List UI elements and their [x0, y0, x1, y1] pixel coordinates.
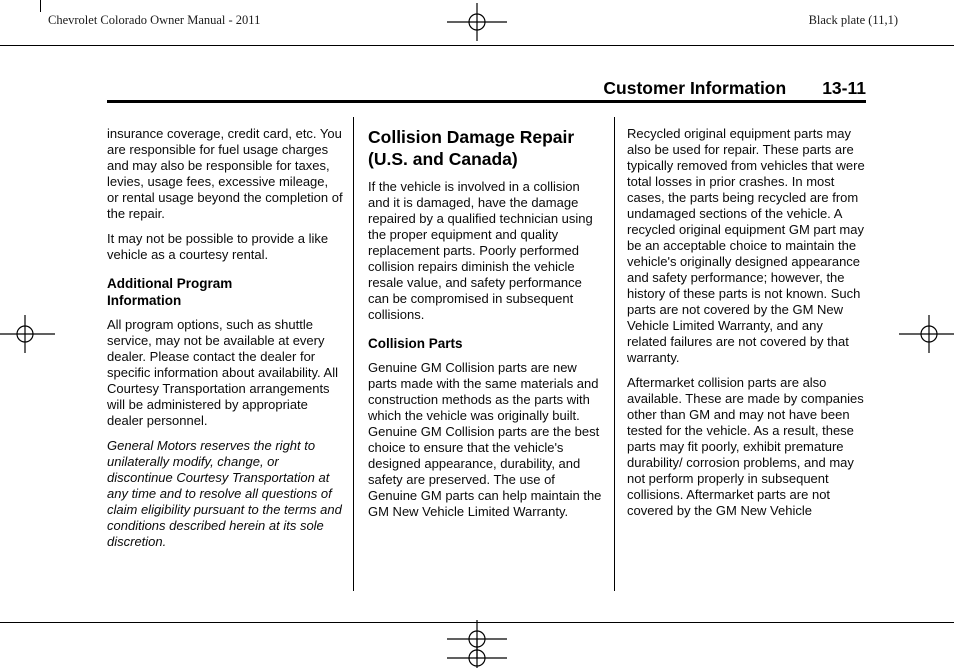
column-middle	[368, 126, 604, 529]
paragraph: insurance coverage, credit card, etc. You are responsible for fuel usage charges and may also be responsible for taxes, levies, usage fees, excessive mileage, or rental usage beyond the completion of the repair.	[107, 126, 343, 221]
paragraph-italic: General Motors reserves the right to unilaterally modify, change, or discontinue Courtesy Transportation at any time and to resolve all questions of claim eligibility pursuant to the terms and conditions described herein at its sole discretion.	[107, 438, 342, 549]
page-header	[107, 78, 866, 99]
registration-mark-icon	[447, 639, 507, 668]
heading-additional-program-information: Additional Program Information	[107, 276, 233, 308]
heading-collision-parts: Collision Parts	[368, 336, 463, 351]
paragraph: All program options, such as shuttle service, may not be available at every dealer. Please contact the dealer for specific information about availability. All Courtesy Transportation arrangements will be administered by appropriate dealer personnel.	[107, 317, 338, 428]
paragraph: If the vehicle is involved in a collision and it is damaged, have the damage repaired by a qualified technician using the proper equipment and quality replacement parts. Poorly performed collision repairs diminish the vehicle resale value, and safety performance can be compromised in subsequent collisions.	[368, 179, 593, 322]
registration-mark-icon	[447, 3, 507, 41]
heading-collision-damage-repair: Collision Damage Repair (U.S. and Canada)	[368, 127, 575, 169]
paragraph: It may not be possible to provide a like vehicle as a courtesy rental.	[107, 231, 329, 262]
column-divider	[353, 117, 354, 591]
print-header-left: Chevrolet Colorado Owner Manual - 2011	[48, 13, 261, 27]
paragraph: Aftermarket collision parts are also available. These are made by companies other than GM and may not have been tested for the vehicle. As a result, these parts may fit poorly, exhibit premature durability/ corrosion problems, and may not perform properly in subsequent collisions. Aftermarket parts are not covered by the GM New Vehicle	[627, 375, 864, 518]
bottom-rule	[0, 622, 954, 623]
column-right	[627, 126, 866, 528]
registration-mark-icon	[899, 315, 954, 353]
section-title: Customer Information	[603, 78, 787, 98]
crop-mark	[40, 0, 41, 12]
paragraph: Recycled original equipment parts may also be used for repair. These parts are typically removed from vehicles that were total losses in prior crashes. In most cases, the parts being recycled are from undamaged sections of the vehicle. A recycled original equipment GM part may be an acceptable choice to maintain the vehicle's originally designed appearance and safety performance; however, the history of these parts is not known. Such parts are not covered by the GM New Vehicle Limited Warranty, and any related failures are not covered by that warranty.	[627, 126, 865, 365]
registration-mark-icon	[0, 315, 55, 353]
top-rule	[0, 45, 954, 46]
column-left	[107, 126, 343, 559]
paragraph: Genuine GM Collision parts are new parts made with the same materials and construction methods as the parts with which the vehicle was originally built. Genuine GM Collision parts are the best choice to ensure that the vehicle's designed appearance, durability, and safety are preserved. The use of Genuine GM parts can help maintain the GM New Vehicle Limited Warranty.	[368, 360, 602, 519]
page-number: 13-11	[822, 78, 866, 98]
column-divider	[614, 117, 615, 591]
header-rule	[107, 100, 866, 103]
print-header-right: Black plate (11,1)	[808, 13, 898, 27]
